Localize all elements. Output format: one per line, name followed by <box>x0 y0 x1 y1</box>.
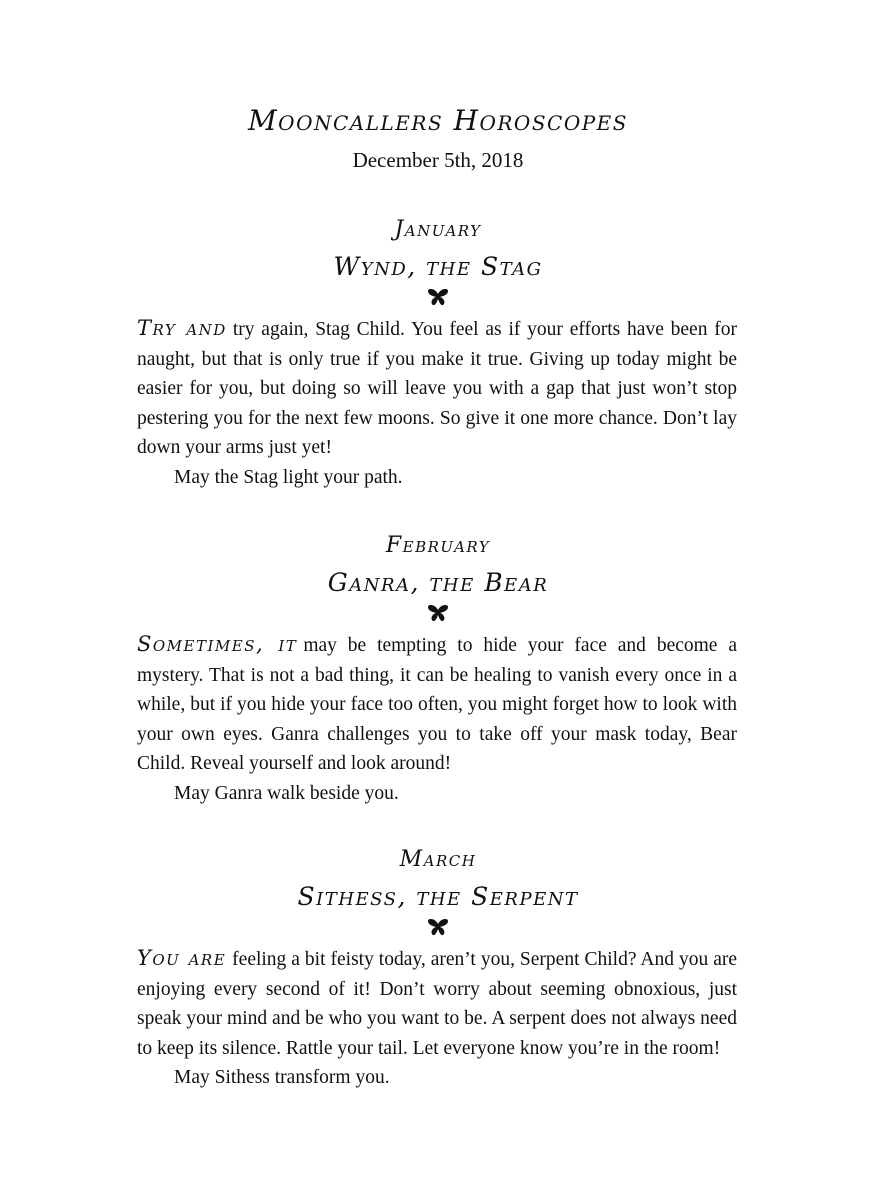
section-lead-in: Try and <box>137 316 227 340</box>
butterfly-icon <box>427 288 449 306</box>
section-deity: Ganra, the Bear <box>327 568 549 597</box>
section-deity: Wynd, the Stag <box>333 252 543 281</box>
section-blessing: May Sithess transform you. <box>174 1067 390 1089</box>
section-month: February <box>385 533 491 558</box>
section-deity: Sithess, the Serpent <box>297 882 579 911</box>
section-paragraph <box>137 944 737 1063</box>
section-body: may be tempting to hide your face and become a mystery. That is not a bad thing, it can be healing to vanish every once in a while, but if you hide your face too often, you might forget how to look with your own eyes. Ganra challenges you to take off your mask today, Bear Child. Reveal yourself and look around! <box>137 635 737 775</box>
butterfly-icon <box>427 918 449 936</box>
section-january <box>0 212 876 493</box>
section-body: try again, Stag Child. You feel as if your efforts have been for naught, but that is only true if you make it true. Giving up today might be easier for you, but doing so will leave you with a gap that just won’t stop pestering you for the next few moons. So give it one more chance. Don’t lay down your arms just yet! <box>137 319 737 459</box>
section-month: January <box>394 217 482 242</box>
page-date: December 5th, 2018 <box>352 148 524 172</box>
section-body: feeling a bit feisty today, aren’t you, Serpent Child? And you are enjoying every second of it! Don’t worry about seeming obnoxious, just speak your mind and be who you want to be. A serpent does not always need to keep its silence. Rattle your tail. Let everyone know you’re in the room! <box>137 949 737 1059</box>
section-blessing: May the Stag light your path. <box>174 466 403 488</box>
butterfly-icon <box>427 604 449 622</box>
section-lead-in: You are <box>137 946 227 970</box>
section-paragraph <box>137 630 737 779</box>
section-month: March <box>399 847 477 872</box>
section-paragraph <box>137 314 737 463</box>
page-title: Mooncallers Horoscopes <box>248 104 628 137</box>
section-march <box>0 842 876 1093</box>
section-lead-in: Sometimes, it <box>137 632 298 656</box>
section-february <box>0 528 876 809</box>
section-blessing: May Ganra walk beside you. <box>174 782 399 804</box>
